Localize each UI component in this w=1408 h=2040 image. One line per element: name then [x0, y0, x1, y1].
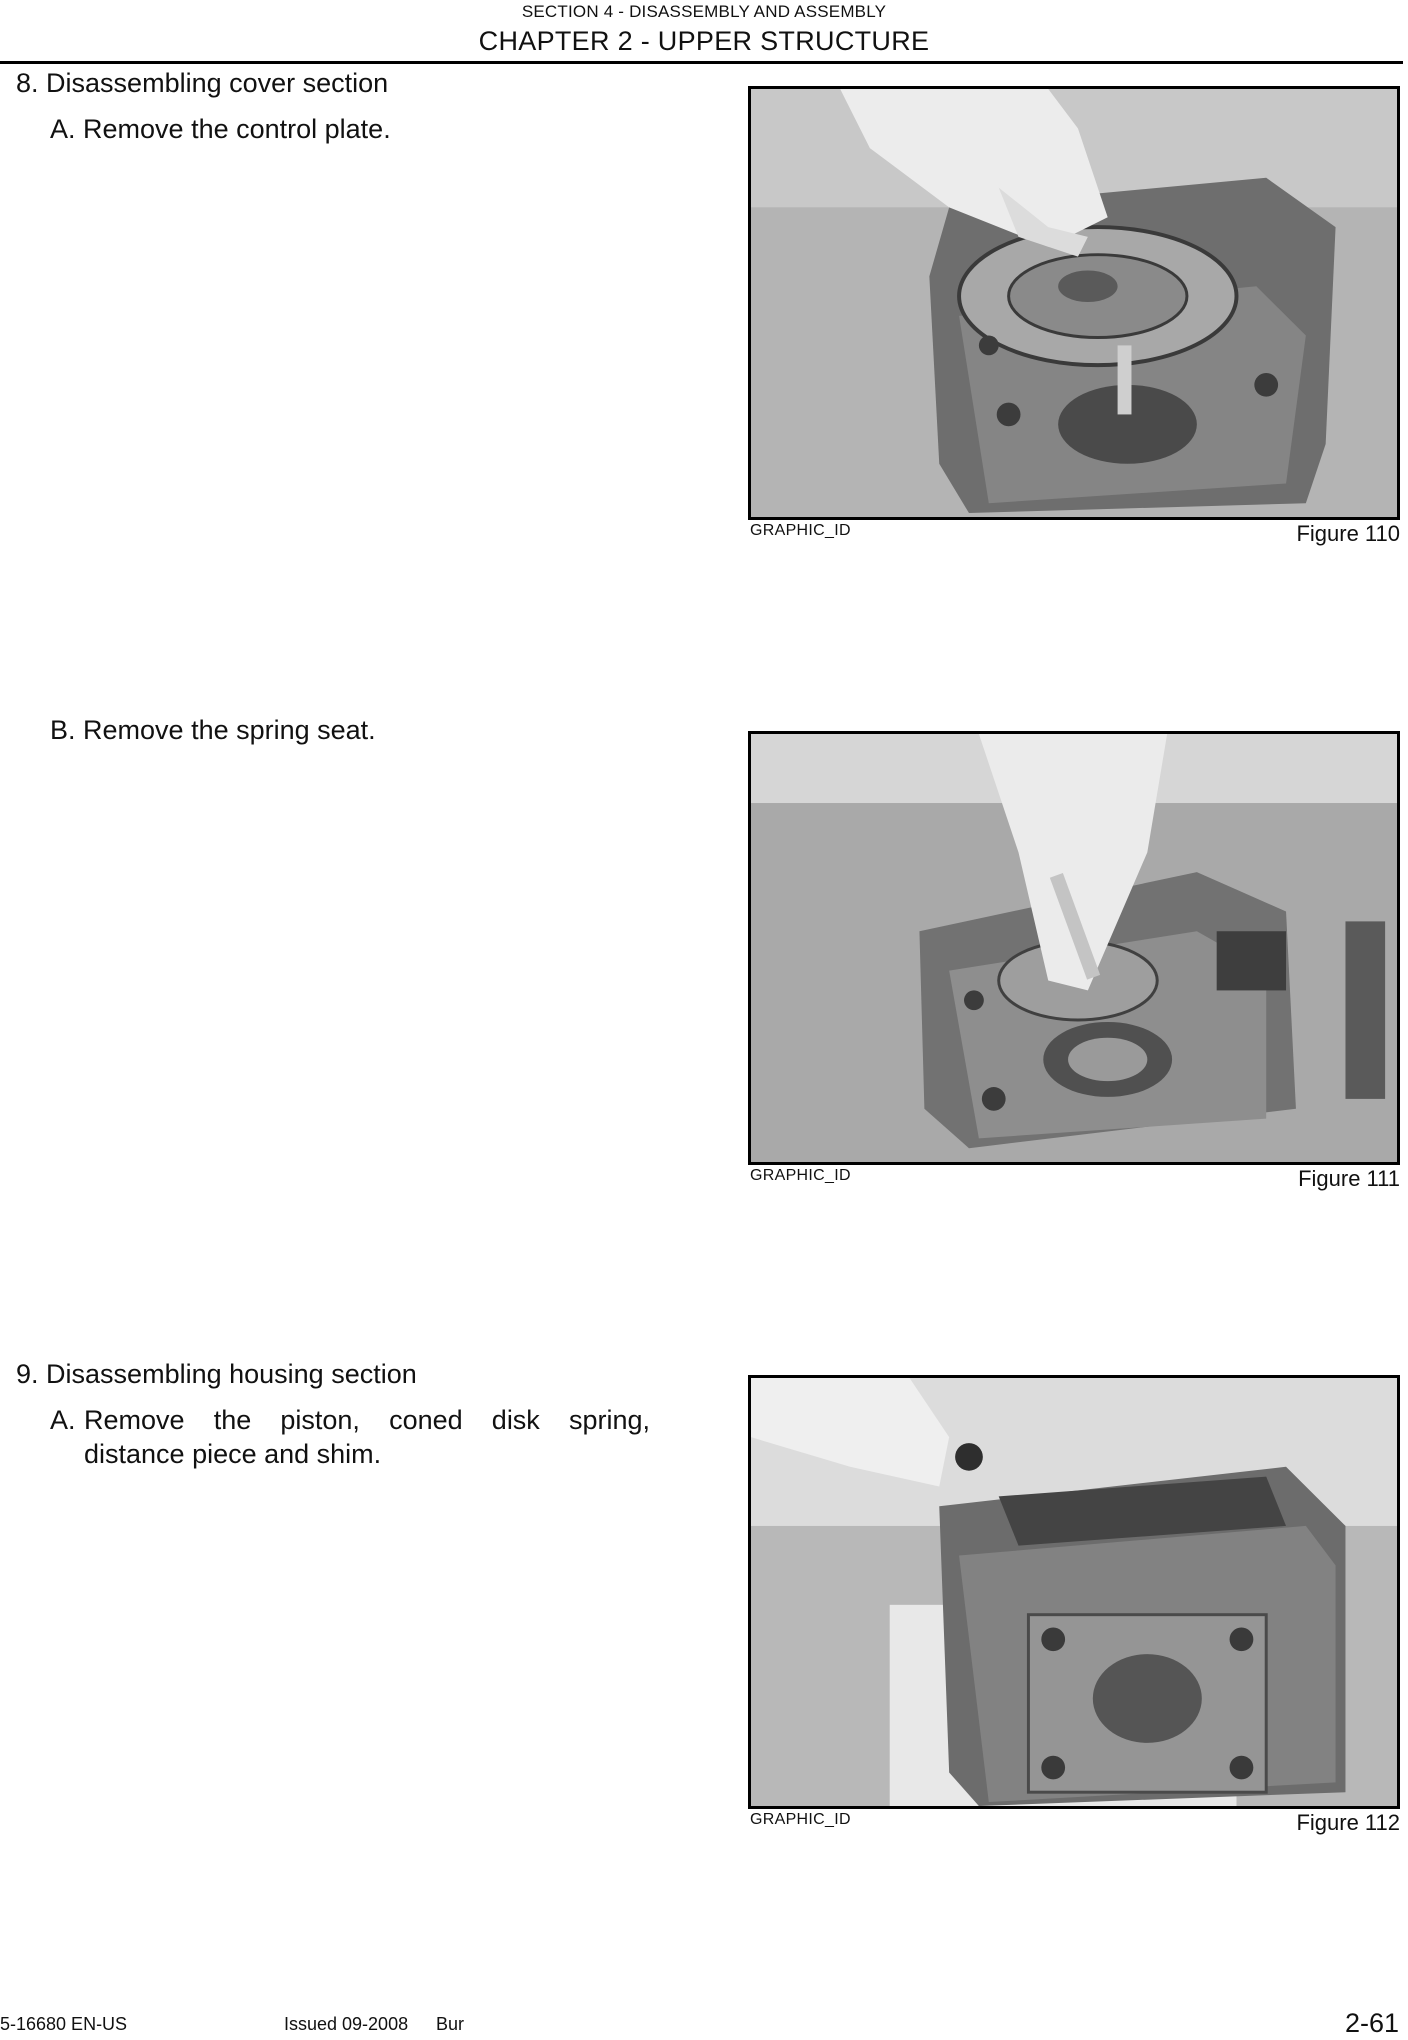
footer-doc-number: 5-16680 EN-US	[0, 2014, 128, 2034]
step-8b-text	[50, 713, 376, 747]
substep-text: Remove the spring seat.	[83, 715, 376, 745]
section-heading: SECTION 4 - DISASSEMBLY AND ASSEMBLY	[521, 2, 887, 21]
footer-plant: Bur	[436, 2014, 465, 2034]
word: Remove	[84, 1405, 185, 1435]
step-title: Disassembling cover section	[46, 68, 389, 98]
figure-112-image	[748, 1375, 1400, 1809]
page-number: 2-61	[1345, 2008, 1400, 2038]
control-plate-photo-icon	[751, 89, 1397, 517]
step-title: Disassembling housing section	[46, 1359, 417, 1389]
step-number: 8.	[16, 68, 39, 98]
chapter-heading: CHAPTER 2 - UPPER STRUCTURE	[478, 26, 930, 56]
step-8a-text	[50, 112, 391, 146]
figure-112-graphic-id: GRAPHIC_ID	[750, 1811, 851, 1828]
figure-110-caption: Figure 110	[1296, 521, 1400, 546]
step-number: 9.	[16, 1359, 39, 1389]
substep-letter: A.	[50, 114, 76, 144]
substep-text: Remove the control plate.	[83, 114, 391, 144]
word: disk	[491, 1405, 540, 1435]
housing-photo-icon	[751, 1378, 1397, 1806]
figure-112-caption: Figure 112	[1296, 1810, 1400, 1835]
figure-110-graphic-id: GRAPHIC_ID	[750, 522, 851, 539]
spring-seat-photo-icon	[751, 734, 1397, 1162]
word: coned	[389, 1405, 463, 1435]
substep-letter: B.	[50, 715, 76, 745]
figure-111-graphic-id: GRAPHIC_ID	[750, 1167, 851, 1184]
footer-issued: Issued 09-2008	[284, 2014, 409, 2034]
figure-111-image	[748, 731, 1400, 1165]
substep-line-2: distance piece and shim.	[84, 1439, 382, 1469]
step-8-heading	[16, 68, 388, 99]
word: the	[213, 1405, 252, 1435]
figure-110-image	[748, 86, 1400, 520]
word: piston,	[280, 1405, 360, 1435]
substep-letter: A.	[50, 1405, 76, 1435]
word: spring,	[568, 1405, 650, 1435]
step-9a-text	[50, 1403, 650, 1471]
header-divider	[0, 61, 1403, 64]
figure-111-caption: Figure 111	[1298, 1166, 1400, 1191]
substep-line-1	[84, 1403, 650, 1437]
step-9-heading	[16, 1359, 417, 1390]
